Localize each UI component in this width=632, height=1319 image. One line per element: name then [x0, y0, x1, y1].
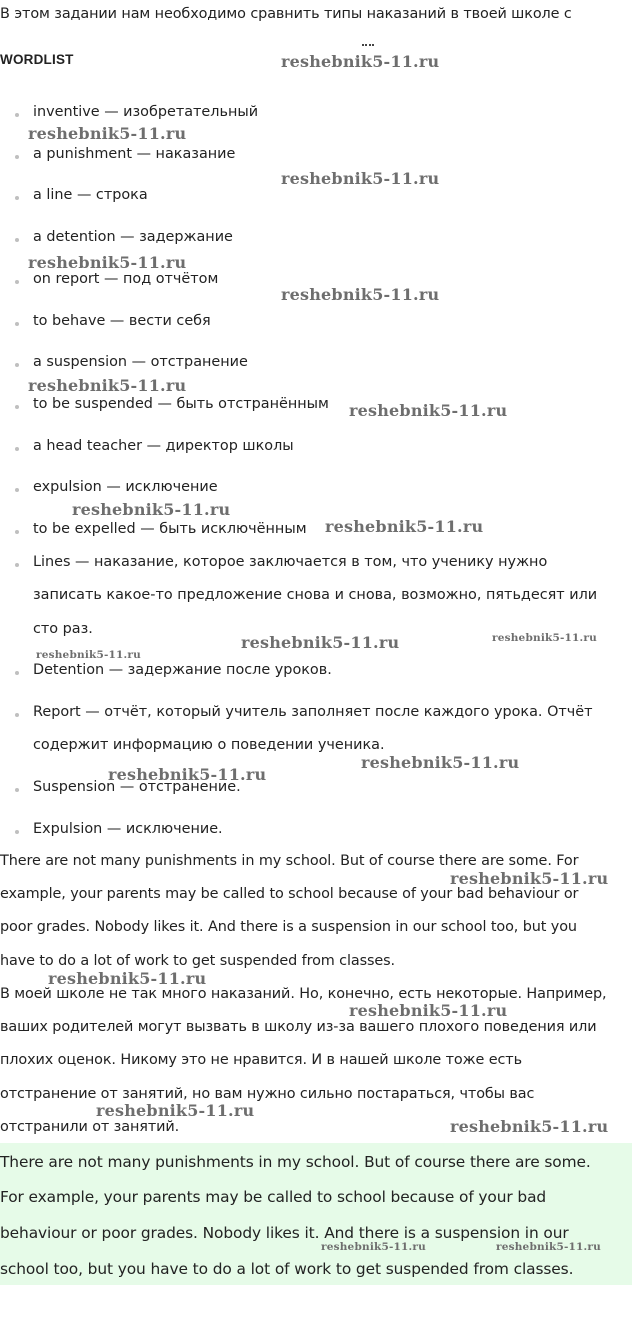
bullet-icon [15, 671, 19, 675]
paragraph-line: отстранение от занятий, но вам нужно сильно постараться, чтобы вас [0, 1086, 535, 1102]
paragraph-line: school too, but you have to do a lot of work to get suspended from classes. [0, 1260, 574, 1278]
paragraph-line: have to do a lot of work to get suspended from classes. [0, 953, 396, 969]
paragraph-line: There are not many punishments in my school. But of course there are some. [0, 1153, 591, 1171]
watermark: reshebnik5-11.ru [96, 1101, 255, 1120]
watermark: reshebnik5-11.ru [28, 253, 187, 272]
paragraph-line: For example, your parents may be called to school because of your bad [0, 1188, 547, 1206]
watermark: reshebnik5-11.ru [450, 1117, 609, 1136]
definition-report: Report — отчёт, который учитель заполняет после каждого урока. Отчёт [0, 704, 630, 724]
list-item: a suspension — отстранение [0, 354, 630, 374]
paragraph-line: отстранили от занятий. [0, 1119, 180, 1135]
definition-lines: Lines — наказание, которое заключается в том, что ученику нужно [0, 554, 630, 574]
watermark: reshebnik5-11.ru [450, 869, 609, 888]
watermark: reshebnik5-11.ru [321, 1241, 426, 1253]
watermark: reshebnik5-11.ru [325, 517, 484, 536]
bullet-icon [15, 530, 19, 534]
bullet-icon [15, 447, 19, 451]
wordlist-heading: WORDLIST [0, 52, 74, 67]
list-item: a line — строка [0, 187, 630, 207]
bullet-icon [15, 155, 19, 159]
watermark: reshebnik5-11.ru [281, 52, 440, 71]
definition-lines-cont: сто раз. [33, 621, 93, 637]
list-item: a detention — задержание [0, 229, 630, 249]
list-item: expulsion — исключение [0, 479, 630, 499]
list-item: on report — под отчётом [0, 271, 630, 291]
paragraph-line: ваших родителей могут вызвать в школу из-за вашего плохого поведения или [0, 1019, 597, 1035]
watermark: reshebnik5-11.ru [361, 753, 520, 772]
paragraph-line: poor grades. Nobody likes it. And there is a suspension in our school too, but you [0, 919, 577, 935]
watermark: reshebnik5-11.ru [28, 124, 187, 143]
watermark: reshebnik5-11.ru [281, 169, 440, 188]
list-item: a punishment — наказание [0, 146, 630, 166]
bullet-icon [15, 238, 19, 242]
watermark: reshebnik5-11.ru [28, 376, 187, 395]
list-item: inventive — изобретательный [0, 104, 630, 124]
paragraph-line: example, your parents may be called to school because of your bad behaviour or [0, 886, 579, 902]
watermark: reshebnik5-11.ru [349, 1001, 508, 1020]
highlighted-answer [0, 1143, 632, 1285]
watermark: reshebnik5-11.ru [72, 500, 231, 519]
truncation-mark [362, 44, 374, 48]
bullet-icon [15, 113, 19, 117]
definition-expulsion: Expulsion — исключение. [0, 821, 630, 841]
list-item: a head teacher — директор школы [0, 438, 630, 458]
list-item: to be suspended — быть отстранённым [0, 396, 630, 416]
bullet-icon [15, 488, 19, 492]
watermark: reshebnik5-11.ru [241, 633, 400, 652]
bullet-icon [15, 830, 19, 834]
paragraph-line: behaviour or poor grades. Nobody likes it. And there is a suspension in our [0, 1224, 569, 1242]
intro-text: В этом задании нам необходимо сравнить типы наказаний в твоей школе с [0, 6, 572, 22]
definition-lines-cont: записать какое-то предложение снова и снова, возможно, пятьдесят или [33, 587, 598, 603]
watermark: reshebnik5-11.ru [36, 649, 141, 661]
paragraph-line: There are not many punishments in my school. But of course there are some. For [0, 853, 579, 869]
definition-report-cont: содержит информацию о поведении ученика. [33, 737, 385, 753]
bullet-icon [15, 563, 19, 567]
watermark: reshebnik5-11.ru [349, 401, 508, 420]
paragraph-line: плохих оценок. Никому это не нравится. И в нашей школе тоже есть [0, 1052, 522, 1068]
bullet-icon [15, 713, 19, 717]
watermark: reshebnik5-11.ru [281, 285, 440, 304]
bullet-icon [15, 196, 19, 200]
bullet-icon [15, 322, 19, 326]
bullet-icon [15, 405, 19, 409]
watermark: reshebnik5-11.ru [48, 969, 207, 988]
definition-suspension: Suspension — отстранение. [0, 779, 630, 799]
watermark: reshebnik5-11.ru [108, 765, 267, 784]
bullet-icon [15, 788, 19, 792]
watermark: reshebnik5-11.ru [496, 1241, 601, 1253]
list-item: to behave — вести себя [0, 313, 630, 333]
bullet-icon [15, 363, 19, 367]
definition-detention: Detention — задержание после уроков. [0, 662, 630, 682]
paragraph-line: В моей школе не так много наказаний. Но, конечно, есть некоторые. Например, [0, 986, 607, 1002]
bullet-icon [15, 280, 19, 284]
list-item: to be expelled — быть исключённым [0, 521, 630, 541]
watermark: reshebnik5-11.ru [492, 632, 597, 644]
